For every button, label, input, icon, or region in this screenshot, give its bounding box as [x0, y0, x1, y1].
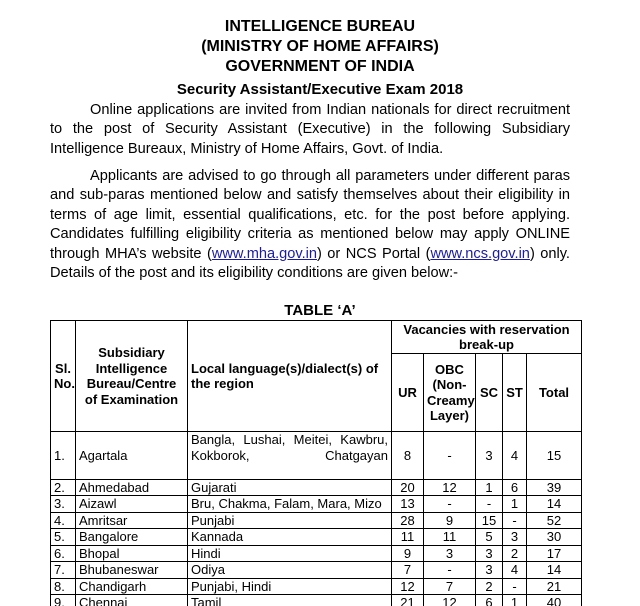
- ncs-portal-link[interactable]: www.ncs.gov.in: [430, 245, 530, 262]
- cell-total: 40: [527, 595, 582, 606]
- cell-total: 21: [527, 578, 582, 595]
- cell-st: 1: [503, 496, 527, 513]
- cell-obc: -: [424, 562, 476, 579]
- cell-total: 17: [527, 545, 582, 562]
- cell-obc: 3: [424, 545, 476, 562]
- cell-obc: 12: [424, 595, 476, 606]
- cell-obc: 11: [424, 529, 476, 546]
- cell-sl-no: 8.: [51, 578, 76, 595]
- cell-st: -: [503, 578, 527, 595]
- table-row: [51, 595, 582, 606]
- cell-st: 2: [503, 545, 527, 562]
- cell-sc: 5: [476, 529, 503, 546]
- instructions-text-b: ) or NCS Portal (: [317, 245, 431, 262]
- header-line-3: GOVERNMENT OF INDIA: [225, 58, 415, 75]
- cell-sl-no: 7.: [51, 562, 76, 579]
- cell-sc: 3: [476, 562, 503, 579]
- cell-total: 52: [527, 512, 582, 529]
- cell-sc: -: [476, 496, 503, 513]
- header-st: ST: [503, 354, 527, 432]
- table-row: [51, 529, 582, 546]
- instructions-text-c: ) only. Details of the post and its eligibility conditions are given below:-: [50, 245, 570, 282]
- cell-total: 14: [527, 496, 582, 513]
- header-local-language: Local language(s)/dialect(s) of the region: [188, 321, 392, 432]
- table-row: [51, 562, 582, 579]
- table-title: TABLE ‘A’: [284, 302, 356, 319]
- table-row: [51, 479, 582, 496]
- header-line-2: (MINISTRY OF HOME AFFAIRS): [201, 38, 439, 55]
- cell-subsidiary: Bhubaneswar: [76, 562, 188, 579]
- cell-total: 39: [527, 479, 582, 496]
- cell-subsidiary: Agartala: [76, 432, 188, 480]
- cell-st: -: [503, 512, 527, 529]
- header-total: Total: [527, 354, 582, 432]
- cell-st: 3: [503, 529, 527, 546]
- header-sl-no: Sl. No.: [51, 321, 76, 432]
- cell-ur: 28: [392, 512, 424, 529]
- cell-sc: 15: [476, 512, 503, 529]
- cell-local-language: Punjabi: [188, 512, 392, 529]
- mha-website-link[interactable]: www.mha.gov.in: [211, 245, 317, 262]
- cell-sl-no: 6.: [51, 545, 76, 562]
- cell-st: 4: [503, 562, 527, 579]
- cell-ur: 13: [392, 496, 424, 513]
- cell-obc: 9: [424, 512, 476, 529]
- header-ur: UR: [392, 354, 424, 432]
- cell-obc: -: [424, 432, 476, 480]
- cell-obc: 12: [424, 479, 476, 496]
- cell-subsidiary: Bangalore: [76, 529, 188, 546]
- table-row: [51, 512, 582, 529]
- header-obc: OBC (Non-Creamy Layer): [424, 354, 476, 432]
- cell-st: 1: [503, 595, 527, 606]
- cell-sc: 6: [476, 595, 503, 606]
- cell-ur: 8: [392, 432, 424, 480]
- cell-sc: 2: [476, 578, 503, 595]
- cell-local-language: Punjabi, Hindi: [188, 578, 392, 595]
- table-body: [51, 432, 582, 606]
- vacancy-table: [50, 320, 582, 606]
- cell-sl-no: 5.: [51, 529, 76, 546]
- cell-ur: 12: [392, 578, 424, 595]
- cell-local-language: Hindi: [188, 545, 392, 562]
- cell-ur: 7: [392, 562, 424, 579]
- cell-ur: 20: [392, 479, 424, 496]
- cell-st: 4: [503, 432, 527, 480]
- cell-obc: -: [424, 496, 476, 513]
- cell-ur: 9: [392, 545, 424, 562]
- cell-subsidiary: Bhopal: [76, 545, 188, 562]
- header-sc: SC: [476, 354, 503, 432]
- cell-subsidiary: Chennai: [76, 595, 188, 606]
- cell-sc: 3: [476, 545, 503, 562]
- exam-title: Security Assistant/Executive Exam 2018: [176, 81, 464, 98]
- instructions-paragraph: [50, 167, 570, 283]
- cell-st: 6: [503, 479, 527, 496]
- header-block: [0, 17, 640, 77]
- cell-local-language: Gujarati: [188, 479, 392, 496]
- cell-sl-no: 4.: [51, 512, 76, 529]
- cell-local-language: Bru, Chakma, Falam, Mara, Mizo: [188, 496, 392, 513]
- table-row: [51, 578, 582, 595]
- cell-subsidiary: Chandigarh: [76, 578, 188, 595]
- cell-subsidiary: Ahmedabad: [76, 479, 188, 496]
- intro-paragraph: Online applications are invited from Indian nationals for direct recruitment to the post of Security Assistant (Executive) in the following Subsidiary Intelligence Bureaux, Ministry of Home Affairs, Govt. of India.: [50, 102, 570, 157]
- cell-ur: 11: [392, 529, 424, 546]
- cell-ur: 21: [392, 595, 424, 606]
- cell-sl-no: 1.: [51, 432, 76, 480]
- table-row: [51, 545, 582, 562]
- header-subsidiary: Subsidiary Intelligence Bureau/Centre of Examination: [76, 321, 188, 432]
- cell-obc: 7: [424, 578, 476, 595]
- cell-total: 30: [527, 529, 582, 546]
- cell-total: 15: [527, 432, 582, 480]
- cell-sc: 3: [476, 432, 503, 480]
- cell-sl-no: 9.: [51, 595, 76, 606]
- cell-local-language: Tamil: [188, 595, 392, 606]
- table-row: [51, 496, 582, 513]
- cell-local-language: Odiya: [188, 562, 392, 579]
- cell-total: 14: [527, 562, 582, 579]
- cell-sc: 1: [476, 479, 503, 496]
- cell-subsidiary: Aizawl: [76, 496, 188, 513]
- table-row: [51, 432, 582, 480]
- cell-local-language: Kannada: [188, 529, 392, 546]
- header-line-1: INTELLIGENCE BUREAU: [224, 18, 416, 35]
- cell-sl-no: 2.: [51, 479, 76, 496]
- header-vacancies: Vacancies with reservation break-up: [392, 321, 582, 354]
- cell-subsidiary: Amritsar: [76, 512, 188, 529]
- cell-sl-no: 3.: [51, 496, 76, 513]
- cell-local-language: Bangla, Lushai, Meitei, Kawbru, Kokborok, Chatgayan: [188, 432, 392, 480]
- instructions-text-a: Applicants are advised to go through all parameters under different paras and sub-paras mentioned below and satisfy themselves about their eligibility in terms of age limit, essential qualifications, etc. for the post before applying. Candidates fulfilling eligibility criteria as mentioned below may apply ONLINE through MHA’s website (: [50, 168, 570, 262]
